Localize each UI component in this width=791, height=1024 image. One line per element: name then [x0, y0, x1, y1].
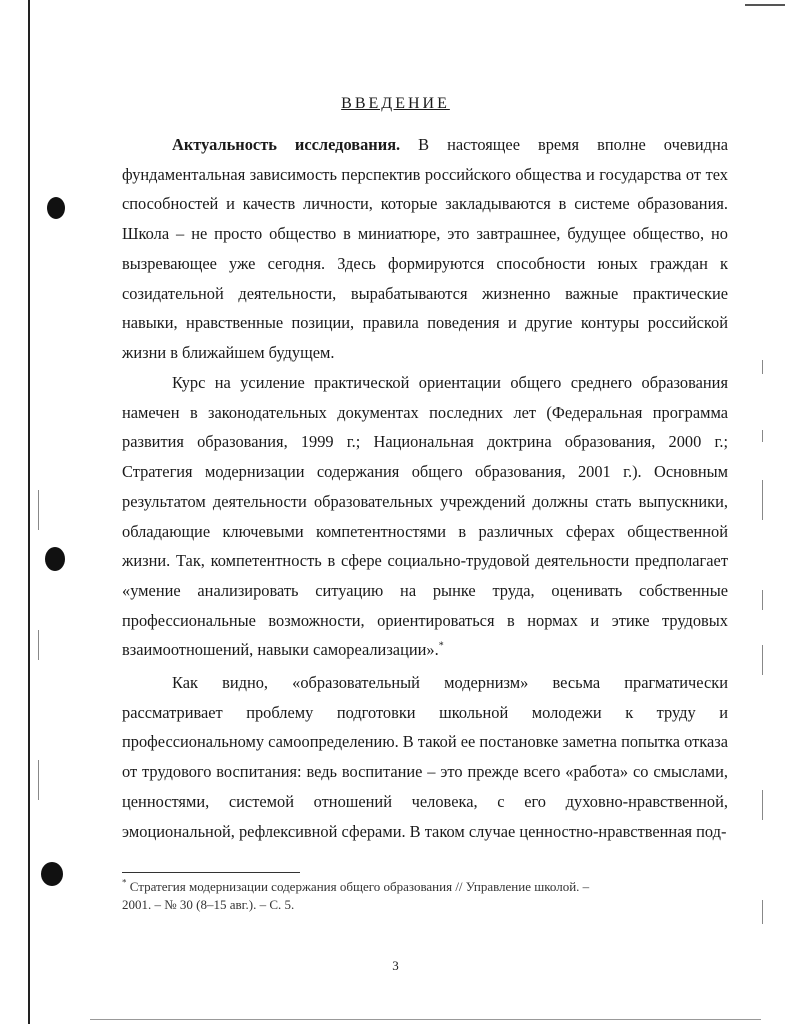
paragraph-relevance: [122, 130, 728, 368]
scan-edge-mark: [762, 430, 763, 442]
punch-hole-bottom: [41, 862, 63, 886]
scan-edge-mark: [38, 630, 39, 660]
page-title: ВВЕДЕНИЕ: [341, 95, 450, 112]
scan-top-right-mark: [745, 4, 785, 6]
punch-hole-top: [47, 197, 65, 219]
footnote: [122, 878, 722, 914]
paragraph-text: В настоящее время вполне очевидна фундаментальная зависимость перспектив российского общества и государства от тех способностей и качеств личности, которые закладываются в системе образования. Школа – не просто общество в миниатюре, это завтрашнее, будущее общество, но вызревающее уже сегодня. Здесь формируются способности юных граждан к созидательной деятельности, вырабатываются жизненно важные практические навыки, нравственные позиции, правила поведения и другие контуры российской жизни в ближайшем будущем.: [122, 135, 728, 362]
punch-hole-middle: [45, 547, 65, 571]
scan-edge-mark: [762, 360, 763, 374]
scan-edge-mark: [762, 590, 763, 610]
paragraph-text: Курс на усиление практической ориентации общего среднего образования намечен в законодательных документах последних лет (Федеральная программа развития образования, 1999 г.; Национальная доктрина образования, 2000 г.; Стратегия модернизации содержания общего образования, 2001 г.). Основным результатом деятельности образовательных учреждений должны стать выпускники, обладающие ключевыми компетентностями в различных сферах общественной жизни. Так, компетентность в сфере социально-трудовой деятельности предполагает «умение анализировать ситуацию на рынке труда, оценивать собственные профессиональные возможности, ориентироваться в нормах и этике трудовых взаимоотношений, навыки самореализации».: [122, 373, 728, 660]
paragraph-course: [122, 368, 728, 665]
scan-bottom-edge: [90, 1019, 761, 1020]
scan-edge-mark: [38, 760, 39, 800]
scan-edge-mark: [38, 490, 39, 530]
footnote-line-2: 2001. – № 30 (8–15 авг.). – С. 5.: [122, 897, 295, 912]
footnote-line-1: Стратегия модернизации содержания общего образования // Управление школой. –: [129, 879, 590, 894]
scan-edge-mark: [762, 480, 763, 520]
scan-edge-mark: [762, 645, 763, 675]
scan-left-border: [28, 0, 30, 1024]
paragraph-modernism: [122, 668, 728, 846]
footnote-reference: *: [438, 640, 444, 652]
page-number: 3: [392, 958, 399, 973]
paragraph-lead: Актуальность исследования.: [172, 135, 401, 154]
footnote-divider: [122, 872, 300, 873]
scan-edge-mark: [762, 900, 763, 924]
scan-edge-mark: [762, 790, 763, 820]
footnote-mark: *: [122, 877, 127, 888]
paragraph-text: Как видно, «образовательный модернизм» весьма прагматически рассматривает проблему подготовки школьной молодежи к труду и профессиональному самоопределению. В такой ее постановке заметна попытка отказа от трудового воспитания: ведь воспитание – это прежде всего «работа» со смыслами, ценностями, системой отношений человека, с его духовно-нравственной, эмоциональной, рефлексивной сферами. В таком случае ценностно-нравственная под-: [122, 673, 728, 841]
